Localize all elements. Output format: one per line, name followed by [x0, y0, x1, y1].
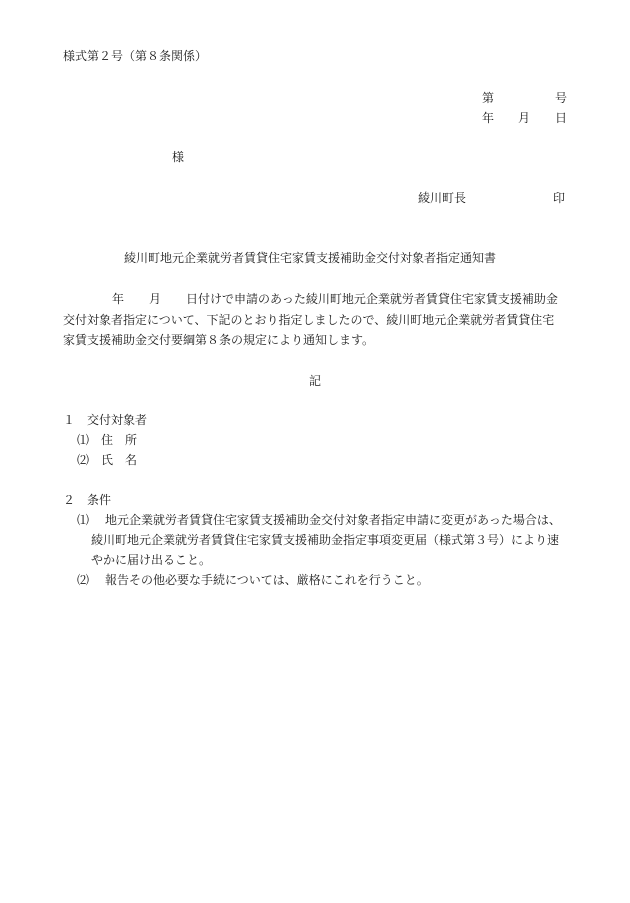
body-month: 月 — [149, 292, 162, 306]
issuer-title: 綾川町長 — [418, 191, 467, 205]
section-2-item-1-line-1: 地元企業就労者賃貸住宅家賃支援補助金交付対象者指定申請に変更があった場合は、 — [105, 513, 561, 527]
section-1-item-address: ⑴ 住 所 — [77, 433, 138, 447]
section-2-item-1-line-3: やかに届け出ること。 — [91, 553, 212, 567]
number-go: 号 — [555, 91, 568, 105]
section-2-item-2-text: 報告その他必要な手続については、厳格にこれを行うこと。 — [105, 573, 429, 587]
section-1-item-name: ⑵ 氏 名 — [77, 453, 138, 467]
document-title: 綾川町地元企業就労者賃貸住宅家賃支援補助金交付対象者指定通知書 — [124, 251, 497, 265]
section-2-item-1-line-2: 綾川町地元企業就労者賃貸住宅家賃支援補助金指定事項変更届（様式第３号）により速 — [91, 533, 560, 547]
body-line-1: 日付けで申請のあった綾川町地元企業就労者賃貸住宅家賃支援補助金 — [186, 292, 558, 306]
number-dai: 第 — [482, 91, 495, 105]
section-2-item-1-number: ⑴ — [77, 513, 90, 527]
section-2-item-2-number: ⑵ — [77, 573, 90, 587]
ki-note: 記 — [309, 374, 322, 388]
body-year: 年 — [112, 292, 125, 306]
date-year: 年 — [482, 111, 495, 125]
section-2-heading: ２ 条件 — [63, 493, 112, 507]
addressee-suffix: 様 — [172, 150, 185, 164]
section-1-heading: １ 交付対象者 — [63, 413, 148, 427]
seal-mark: 印 — [553, 191, 566, 205]
body-line-3: 家賃支援補助金交付要綱第８条の規定により通知します。 — [63, 333, 375, 347]
date-day: 日 — [555, 111, 568, 125]
body-line-2: 交付対象者指定について、下記のとおり指定しましたので、綾川町地元企業就労者賃貸住宅 — [63, 313, 555, 327]
date-month: 月 — [518, 111, 531, 125]
form-label: 様式第２号（第８条関係） — [63, 49, 208, 63]
